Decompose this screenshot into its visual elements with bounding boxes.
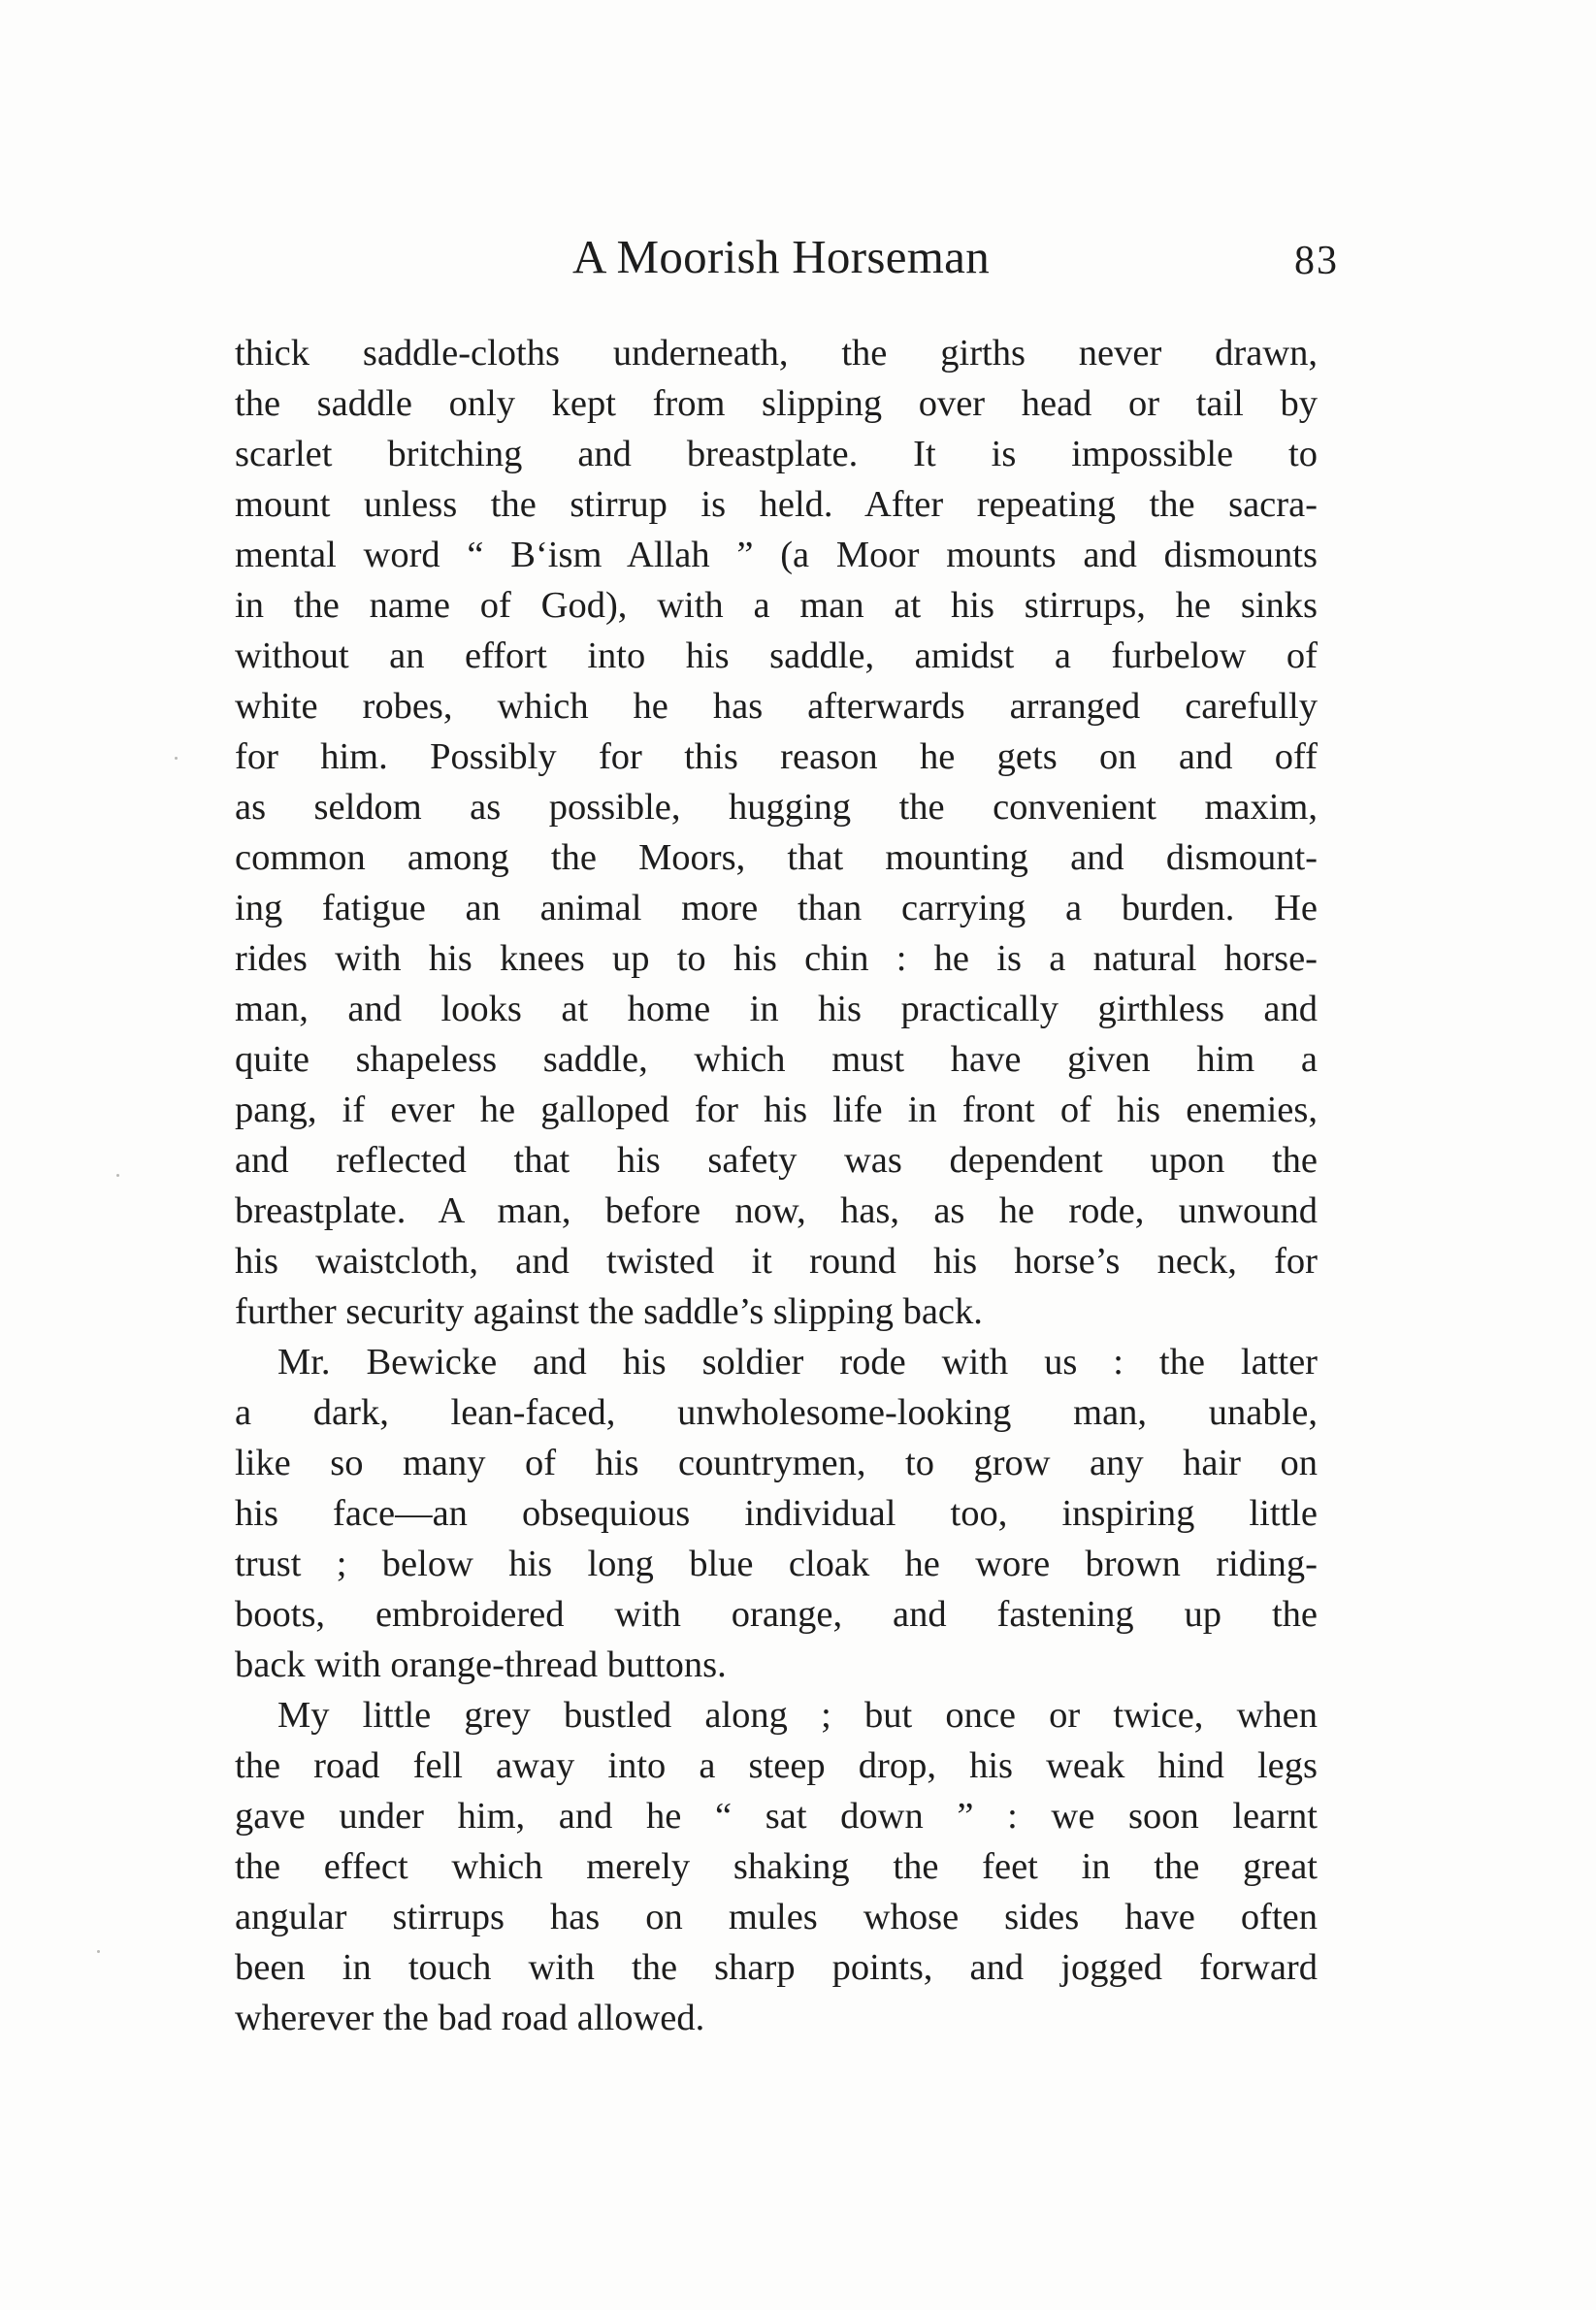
text-line: white robes, which he has afterwards arranged carefully <box>235 686 1318 727</box>
text-line: mental word “ B‘ism Allah ” (a Moor mounts and dismounts <box>235 535 1318 575</box>
text-line: and reflected that his safety was dependent upon the <box>235 1140 1318 1181</box>
text-line: the road fell away into a steep drop, his weak hind legs <box>235 1745 1318 1786</box>
text-line: quite shapeless saddle, which must have given him a <box>235 1039 1318 1080</box>
text-line: for him. Possibly for this reason he gets on and off <box>235 736 1318 777</box>
text-line: mount unless the stirrup is held. After repeating the sacra- <box>235 484 1318 525</box>
running-head <box>233 223 1339 291</box>
paragraph <box>235 328 1318 1337</box>
text-line: breastplate. A man, before now, has, as he rode, unwound <box>235 1190 1318 1231</box>
text-line: Mr. Bewicke and his soldier rode with us : the latter <box>277 1342 1318 1383</box>
text-line: his waistcloth, and twisted it round his horse’s neck, for <box>235 1241 1318 1282</box>
text-line: ing fatigue an animal more than carrying a burden. He <box>235 888 1318 928</box>
text-line: boots, embroidered with orange, and fastening up the <box>235 1594 1318 1635</box>
text-line: been in touch with the sharp points, and jogged forward <box>235 1947 1318 1988</box>
text-line: the saddle only kept from slipping over head or tail by <box>235 383 1318 424</box>
text-line: rides with his knees up to his chin : he is a natural horse- <box>235 938 1318 979</box>
text-line: in the name of God), with a man at his stirrups, he sinks <box>235 585 1318 626</box>
text-line: further security against the saddle’s slipping back. <box>235 1291 983 1332</box>
text-line: as seldom as possible, hugging the convenient maxim, <box>235 787 1318 828</box>
text-line: common among the Moors, that mounting and dismount- <box>235 837 1318 878</box>
running-title: A Moorish Horseman <box>571 230 991 283</box>
text-line: the effect which merely shaking the feet in the great <box>235 1846 1318 1887</box>
text-line: man, and looks at home in his practically girthless and <box>235 989 1318 1029</box>
text-line: scarlet britching and breastplate. It is impossible to <box>235 434 1318 474</box>
paper-speck <box>116 1174 119 1177</box>
page-number: 83 <box>1294 239 1339 283</box>
text-line: his face—an obsequious individual too, inspiring little <box>235 1493 1318 1534</box>
text-line: a dark, lean-faced, unwholesome-looking man, unable, <box>235 1392 1318 1433</box>
text-line: gave under him, and he “ sat down ” : we soon learnt <box>235 1796 1318 1837</box>
text-line: thick saddle-cloths underneath, the girths never drawn, <box>235 333 1318 374</box>
text-line: wherever the bad road allowed. <box>235 1998 705 2038</box>
paragraph <box>235 1337 1318 1690</box>
body-text <box>235 328 1318 2043</box>
text-line: My little grey bustled along ; but once or twice, when <box>277 1695 1318 1736</box>
text-line: like so many of his countrymen, to grow any hair on <box>235 1443 1318 1483</box>
text-line: without an effort into his saddle, amidst a furbelow of <box>235 635 1318 676</box>
paper-speck <box>175 757 178 760</box>
text-line: angular stirrups has on mules whose sides have often <box>235 1897 1318 1937</box>
text-line: back with orange-thread buttons. <box>235 1644 727 1685</box>
paper-speck <box>97 1950 100 1953</box>
text-line: trust ; below his long blue cloak he wore brown riding- <box>235 1544 1318 1584</box>
paragraph <box>235 1690 1318 2043</box>
text-line: pang, if ever he galloped for his life in front of his enemies, <box>235 1090 1318 1130</box>
